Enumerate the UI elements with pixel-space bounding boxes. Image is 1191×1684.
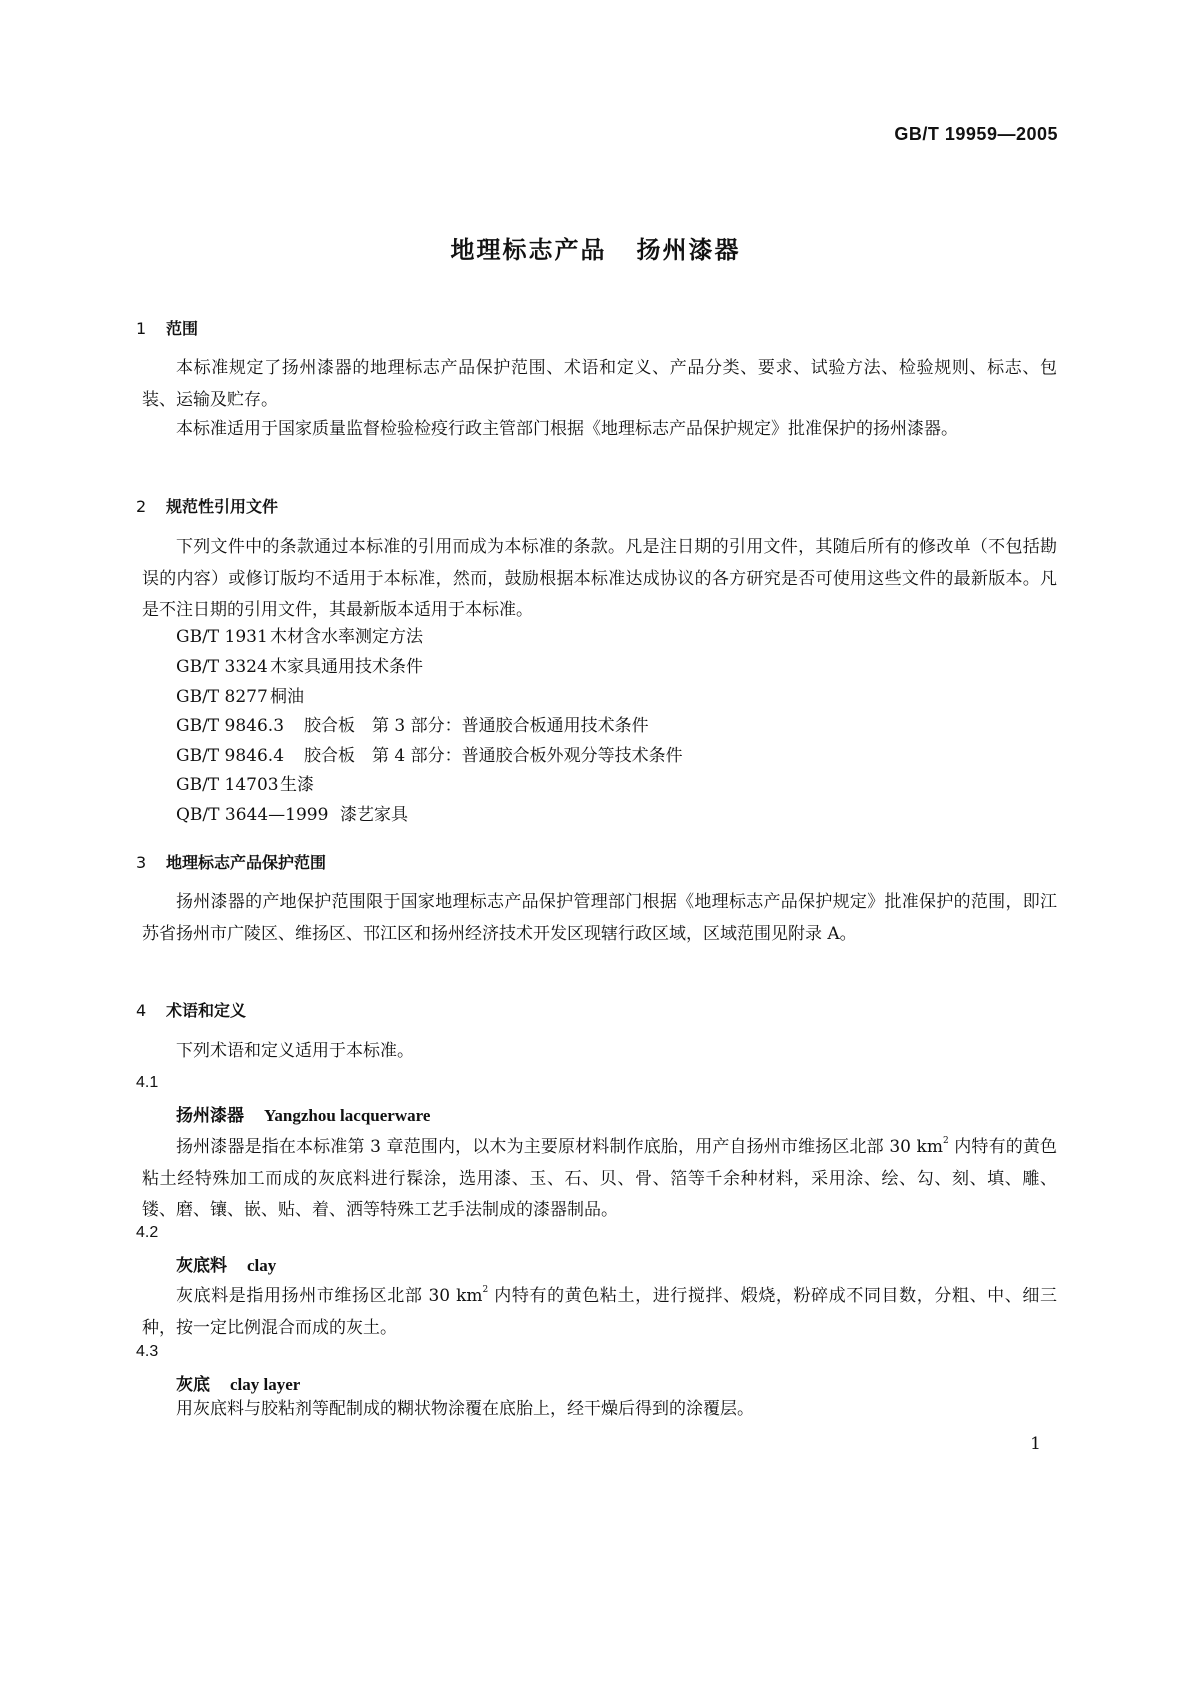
section-3-paragraph: 扬州漆器的产地保护范围限于国家地理标志产品保护管理部门根据《地理标志产品保护规定》批准保护的范围，即江苏省扬州市广陵区、维扬区、邗江区和扬州经济技术开发区现辖行政区域，区域范围见附录 A。: [142, 892, 1057, 944]
term-heading: 灰底料 clay: [176, 1256, 277, 1276]
title-part1: 地理标志产品: [450, 236, 607, 264]
section-4-heading: 4 术语和定义: [136, 1001, 247, 1020]
section-2-paragraph: 下列文件中的条款通过本标准的引用而成为本标准的条款。凡是注日期的引用文件，其随后所有的修改单（不包括勘误的内容）或修订版均不适用于本标准，然而，鼓励根据本标准达成协议的各方研究是否可使用这些文件的最新版本。凡是不注日期的引用文件，其最新版本适用于本标准。: [142, 537, 1057, 620]
reference-item: GB/T 9846.4 胶合板 第 4 部分：普通胶合板外观分等技术条件: [176, 746, 683, 766]
section-1-paragraph-2: 本标准适用于国家质量监督检验检疫行政主管部门根据《地理标志产品保护规定》批准保护的扬州漆器。: [176, 419, 958, 439]
section-3-heading: 3 地理标志产品保护范围: [136, 853, 327, 872]
clause-number: 4.3: [136, 1343, 159, 1360]
clause-number: 4.1: [136, 1074, 159, 1091]
section-2-heading: 2 规范性引用文件: [136, 497, 279, 516]
section-4-intro: 下列术语和定义适用于本标准。: [176, 1041, 414, 1061]
reference-item: GB/T 9846.3 胶合板 第 3 部分：普通胶合板通用技术条件: [176, 716, 649, 736]
reference-item: QB/T 3644—1999 漆艺家具: [176, 805, 408, 825]
term-definition: 灰底料是指用扬州市维扬区北部 30 $km^2$ 内特有的黄色粘土，进行搅拌、煅烧，粉碎成不同目数，分粗、中、细三种，按一定比例混合而成的灰土。: [142, 1285, 1057, 1338]
page-number: 1: [1030, 1434, 1041, 1454]
section-1-paragraph-1: 本标准规定了扬州漆器的地理标志产品保护范围、术语和定义、产品分类、要求、试验方法、检验规则、标志、包装、运输及贮存。: [142, 358, 1057, 410]
section-1-heading: 1 范围: [136, 319, 199, 338]
reference-item: GB/T 3324 木家具通用技术条件: [176, 657, 423, 677]
term-heading: 灰底 clay layer: [176, 1375, 301, 1395]
document-code: GB/T 19959—2005: [894, 124, 1058, 144]
reference-item: GB/T 14703生漆: [176, 775, 314, 795]
term-heading: 扬州漆器 Yangzhou lacquerware: [176, 1106, 431, 1126]
clause-number: 4.2: [136, 1224, 159, 1241]
document-title: [0, 230, 1191, 265]
reference-item: GB/T 8277 桐油: [176, 687, 304, 707]
term-definition: 用灰底料与胶粘剂等配制成的糊状物涂覆在底胎上，经干燥后得到的涂覆层。: [176, 1399, 754, 1419]
term-definition: 扬州漆器是指在本标准第 3 章范围内，以木为主要原材料制作底胎，用产自扬州市维扬区北部 30 $km^2$ 内特有的黄色粘土经特殊加工而成的灰底料进行髹涂，选用漆、玉、石、贝、骨、箔等千余种材料，采用涂、绘、勾、刻、填、雕、镂、磨、镶、嵌、贴、着、洒等特殊工艺手法制成的漆器制品。: [142, 1136, 1058, 1220]
title-part2: 扬州漆器: [636, 236, 741, 264]
reference-item: GB/T 1931 木材含水率测定方法: [176, 627, 423, 647]
